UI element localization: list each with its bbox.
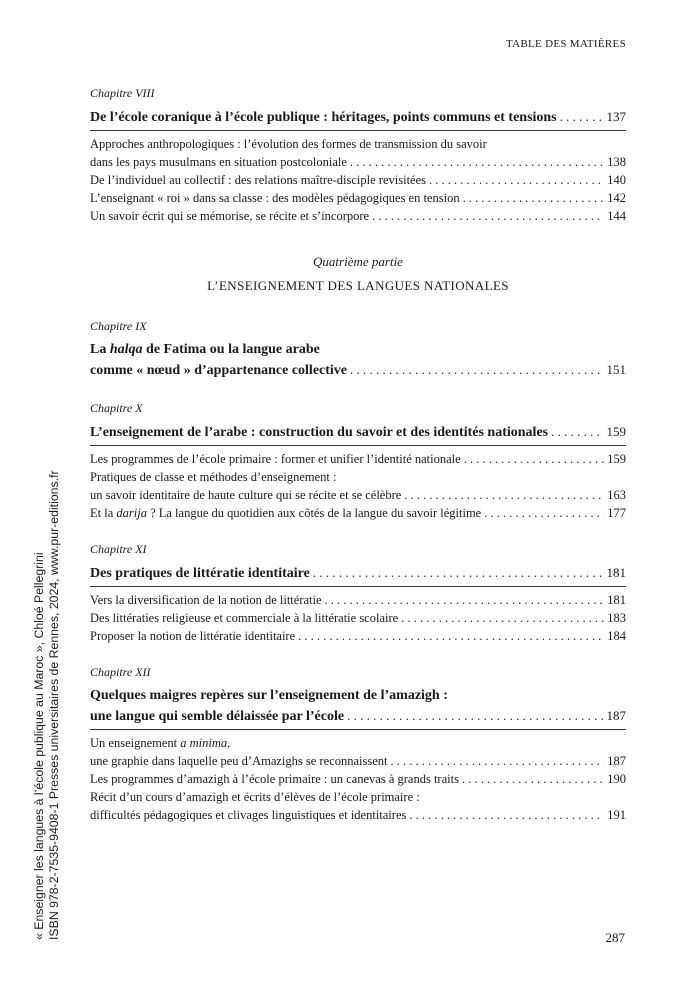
leader-dots bbox=[429, 171, 604, 189]
toc-entry[interactable] bbox=[90, 486, 626, 504]
leader-dots bbox=[401, 609, 604, 627]
page-ref: 177 bbox=[607, 506, 626, 520]
chapter-title: comme « nœud » d’appartenance collective bbox=[90, 363, 348, 378]
part-label: Quatrième partie bbox=[313, 254, 403, 269]
leader-dots bbox=[313, 563, 604, 583]
leader-dots bbox=[347, 706, 603, 726]
leader-dots bbox=[390, 752, 604, 770]
page-ref: 140 bbox=[607, 173, 626, 187]
toc-entry-text: un savoir identitaire de haute culture qui se récite et se célèbre bbox=[90, 488, 402, 502]
chapter-title-italic: halqa bbox=[109, 342, 143, 357]
side-notice-line: ISBN 978-2-7535-9408-1 Presses universitaires de Rennes, 2024, www.pur-editions.fr bbox=[47, 470, 61, 940]
page-ref: 191 bbox=[607, 808, 626, 822]
toc-entry-line: Approches anthropologiques : l’évolution des formes de transmission du savoir bbox=[90, 137, 487, 151]
toc-entry-part: , bbox=[227, 736, 231, 750]
chapter-title-line: Quelques maigres repères sur l’enseignement de l’amazigh : bbox=[90, 688, 448, 703]
toc-entry[interactable] bbox=[90, 450, 626, 468]
toc-entry[interactable] bbox=[90, 153, 626, 171]
toc-entry-text: Les programmes de l’école primaire : former et unifier l’identité nationale bbox=[90, 452, 461, 466]
toc-entry-text: Des littératies religieuse et commerciale à la littératie scolaire bbox=[90, 611, 399, 625]
chapter-title: De l’école coranique à l’école publique : héritages, points communs et tensions bbox=[90, 110, 557, 125]
toc-entry[interactable] bbox=[90, 609, 626, 627]
toc-entry[interactable] bbox=[90, 189, 626, 207]
toc-entry-text bbox=[90, 504, 481, 522]
divider bbox=[90, 586, 626, 587]
toc-entry-text: dans les pays musulmans en situation postcoloniale bbox=[90, 155, 347, 169]
spacer bbox=[90, 645, 626, 665]
toc-entry[interactable] bbox=[90, 770, 626, 788]
toc-entry-line: Pratiques de classe et méthodes d’enseignement : bbox=[90, 470, 337, 484]
toc-entry-text: Les programmes d’amazigh à l’école primaire : un canevas à grands traits bbox=[90, 772, 459, 786]
spacer bbox=[90, 381, 626, 401]
toc-content bbox=[90, 86, 626, 824]
chapter-label: Chapitre IX bbox=[90, 319, 147, 333]
chapter-label: Chapitre XII bbox=[90, 665, 151, 679]
divider bbox=[90, 445, 626, 446]
leader-dots bbox=[462, 770, 604, 788]
toc-entry-part: ? La langue du quotidien aux côtés de la langue du savoir légitime bbox=[146, 506, 482, 520]
page-ref: 144 bbox=[607, 209, 626, 223]
toc-entry-text: Vers la diversification de la notion de littératie bbox=[90, 593, 322, 607]
toc-entry[interactable] bbox=[90, 627, 626, 645]
chapter-label: Chapitre VIII bbox=[90, 86, 155, 100]
toc-entry[interactable] bbox=[90, 752, 626, 770]
toc-entry-part: Un enseignement bbox=[90, 736, 181, 750]
chapter-title-row[interactable] bbox=[90, 706, 626, 727]
divider bbox=[90, 130, 626, 131]
page-ref: 181 bbox=[606, 565, 626, 580]
page-ref: 151 bbox=[606, 362, 626, 377]
chapter-title-part: La bbox=[90, 342, 110, 357]
toc-entry-text: difficultés pédagogiques et clivages linguistiques et identitaires bbox=[90, 808, 407, 822]
leader-dots bbox=[372, 207, 604, 225]
leader-dots bbox=[560, 107, 604, 127]
chapter-title-part: de Fatima ou la langue arabe bbox=[142, 342, 320, 357]
toc-entry-text: De l’individuel au collectif : des relations maître-disciple revisitées bbox=[90, 173, 426, 187]
page-ref: 159 bbox=[607, 452, 626, 466]
chapter-label: Chapitre XI bbox=[90, 542, 147, 556]
toc-entry-italic: darija bbox=[116, 506, 147, 520]
running-header: TABLE DES MATIÈRES bbox=[505, 38, 626, 50]
part-title: L’ENSEIGNEMENT DES LANGUES NATIONALES bbox=[207, 278, 509, 293]
toc-entry[interactable] bbox=[90, 806, 626, 824]
part-heading bbox=[90, 253, 626, 297]
chapter-title: L’enseignement de l’arabe : construction du savoir et des identités nationales bbox=[90, 425, 549, 440]
page-ref: 187 bbox=[607, 754, 626, 768]
toc-entry-text: Un savoir écrit qui se mémorise, se récite et s’incorpore bbox=[90, 209, 370, 223]
chapter-title-row[interactable] bbox=[90, 360, 626, 381]
toc-entry-italic: a minima bbox=[180, 736, 228, 750]
page-ref: 183 bbox=[607, 611, 626, 625]
side-copyright-notice bbox=[32, 470, 62, 940]
spacer bbox=[90, 522, 626, 542]
leader-dots bbox=[484, 504, 604, 522]
toc-entry-text: L’enseignant « roi » dans sa classe : des modèles pédagogiques en tension bbox=[90, 191, 460, 205]
page-ref: 142 bbox=[607, 191, 626, 205]
leader-dots bbox=[350, 153, 604, 171]
leader-dots bbox=[404, 486, 604, 504]
toc-entry[interactable] bbox=[90, 591, 626, 609]
page-ref: 163 bbox=[607, 488, 626, 502]
page-ref: 138 bbox=[607, 155, 626, 169]
chapter-label: Chapitre X bbox=[90, 401, 143, 415]
chapter-title-row[interactable] bbox=[90, 422, 626, 443]
divider bbox=[90, 729, 626, 730]
leader-dots bbox=[464, 450, 605, 468]
chapter-title-row[interactable] bbox=[90, 107, 626, 128]
chapter-title-line bbox=[90, 340, 626, 360]
chapter-title: Des pratiques de littératie identitaire bbox=[90, 566, 310, 581]
leader-dots bbox=[298, 627, 604, 645]
leader-dots bbox=[463, 189, 605, 207]
side-notice-line: « Enseigner les langues à l’école publique au Maroc », Chloé Pellegrini bbox=[32, 552, 46, 940]
leader-dots bbox=[409, 806, 604, 824]
chapter-title: une langue qui semble délaissée par l’école bbox=[90, 709, 345, 724]
page-ref: 159 bbox=[606, 424, 626, 439]
page-ref: 184 bbox=[607, 629, 626, 643]
page-ref: 190 bbox=[607, 772, 626, 786]
toc-entry-text: une graphie dans laquelle peu d’Amazighs se reconnaissent bbox=[90, 754, 388, 768]
leader-dots bbox=[350, 360, 603, 380]
toc-entry[interactable] bbox=[90, 171, 626, 189]
page-ref: 187 bbox=[606, 708, 626, 723]
toc-entry-line bbox=[90, 734, 626, 752]
toc-entry-part: Et la bbox=[90, 506, 117, 520]
page-ref: 137 bbox=[606, 109, 626, 124]
toc-entry-text: Proposer la notion de littératie identitaire bbox=[90, 629, 296, 643]
chapter-title-row[interactable] bbox=[90, 563, 626, 584]
leader-dots bbox=[325, 591, 605, 609]
page-number: 287 bbox=[605, 930, 625, 945]
leader-dots bbox=[551, 422, 603, 442]
toc-entry-line: Récit d’un cours d’amazigh et écrits d’élèves de l’école primaire : bbox=[90, 790, 420, 804]
toc-entry[interactable] bbox=[90, 207, 626, 225]
toc-entry[interactable] bbox=[90, 504, 626, 522]
page-ref: 181 bbox=[607, 593, 626, 607]
